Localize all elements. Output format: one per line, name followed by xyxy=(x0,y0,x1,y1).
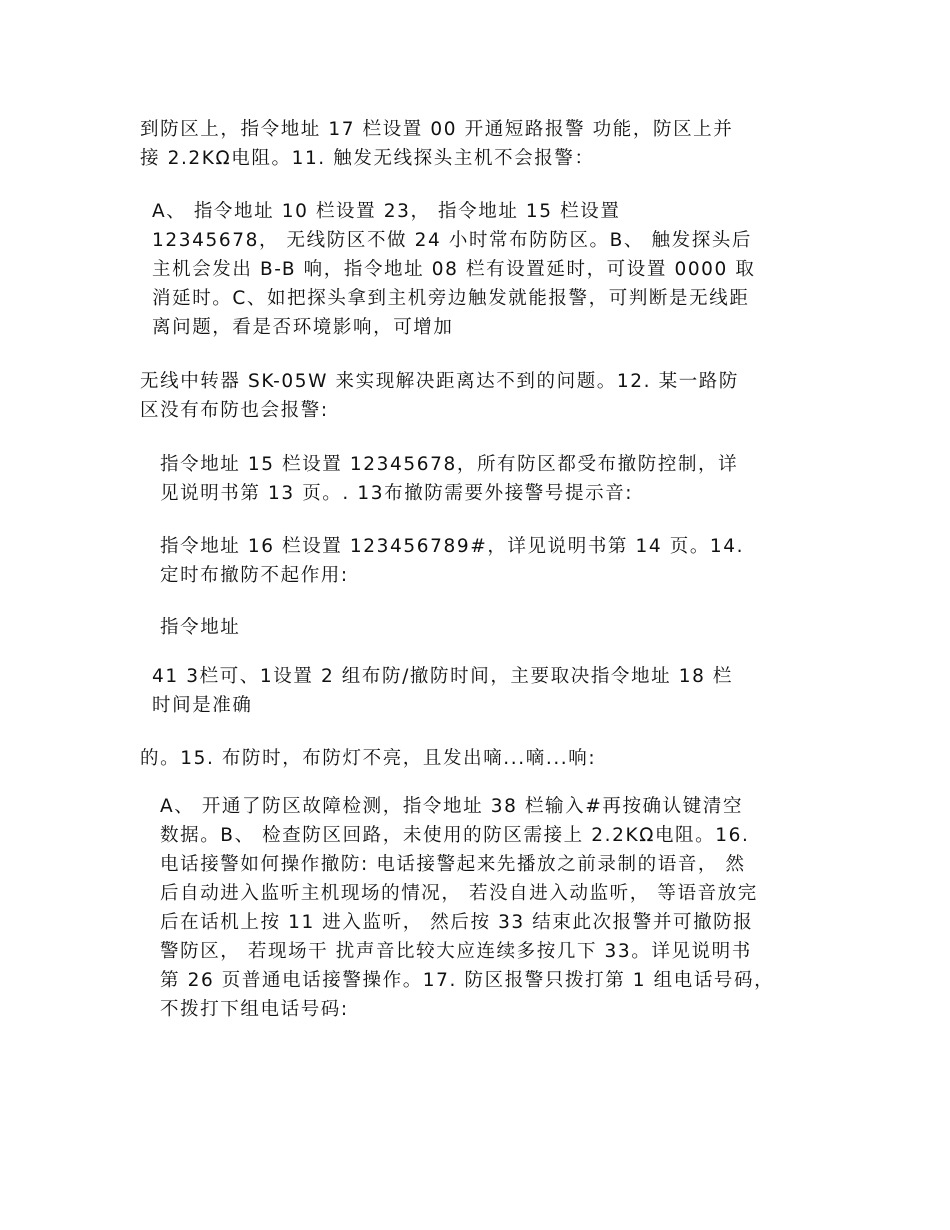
text-line: 接 2.2KΩ电阻。11. 触发无线探头主机不会报警： xyxy=(140,148,595,169)
text-line: 消延时。C、如把探头拿到主机旁边触发就能报警，可判断是无线距 xyxy=(152,288,750,309)
text-line: 电话接警如何操作撤防: 电话接警起来先播放之前录制的语音， 然 xyxy=(160,854,746,875)
text-line: A、 指令地址 10 栏设置 23， 指令地址 15 栏设置 xyxy=(152,201,621,222)
text-line: 主机会发出 B-B 响，指令地址 08 栏有设置延时，可设置 0000 取 xyxy=(152,259,756,280)
paragraph-9 xyxy=(140,792,820,1024)
text-line: 后自动进入监听主机现场的情况， 若没自进入动监听， 等语音放完 xyxy=(160,883,758,904)
text-line: 41 3栏可、1设置 2 组布防/撤防时间，主要取决指令地址 18 栏 xyxy=(152,666,734,687)
text-line: 区没有布防也会报警: xyxy=(140,400,329,421)
text-line: 指令地址 16 栏设置 123456789#，详见说明书第 14 页。14. xyxy=(160,536,745,557)
paragraph-2 xyxy=(140,197,820,342)
paragraph-6 xyxy=(140,613,820,642)
paragraph-5 xyxy=(140,532,820,590)
text-line: 定时布撤防不起作用: xyxy=(160,565,349,586)
text-line: 时间是准确 xyxy=(152,695,253,716)
text-line: A、 开通了防区故障检测，指令地址 38 栏输入#再按确认键清空 xyxy=(160,796,744,817)
text-line: 见说明书第 13 页。. 13布撤防需要外接警号提示音: xyxy=(160,483,634,504)
paragraph-8 xyxy=(140,744,820,773)
text-line: 警防区， 若现场干 扰声音比较大应连续多按几下 33。详见说明书 xyxy=(160,941,752,962)
text-line: 不拨打下组电话号码: xyxy=(160,999,349,1020)
text-line: 的。15. 布防时，布防灯不亮，且发出嘀...嘀...响: xyxy=(140,748,597,769)
text-line: 12345678， 无线防区不做 24 小时常布防防区。B、 触发探头后 xyxy=(152,230,753,251)
text-line: 离问题，看是否环境影响，可增加 xyxy=(152,317,454,338)
text-line: 指令地址 15 栏设置 12345678，所有防区都受布撤防控制，详 xyxy=(160,454,739,475)
paragraph-3 xyxy=(140,367,820,425)
paragraph-4 xyxy=(140,450,820,508)
text-line: 无线中转器 SK-05W 来实现解决距离达不到的问题。12. 某一路防 xyxy=(140,371,740,392)
text-line: 到防区上，指令地址 17 栏设置 00 开通短路报警 功能，防区上并 xyxy=(140,119,734,140)
paragraph-7 xyxy=(140,662,820,720)
text-line: 指令地址 xyxy=(160,617,241,638)
text-line: 第 26 页普通电话接警操作。17. 防区报警只拨打第 1 组电话号码， xyxy=(160,970,775,991)
text-line: 后在话机上按 11 进入监听， 然后按 33 结束此次报警并可撤防报 xyxy=(160,912,754,933)
text-line: 数据。B、 检查防区回路，未使用的防区需接上 2.2KΩ电阻。16. xyxy=(160,825,750,846)
paragraph-1 xyxy=(140,115,820,173)
